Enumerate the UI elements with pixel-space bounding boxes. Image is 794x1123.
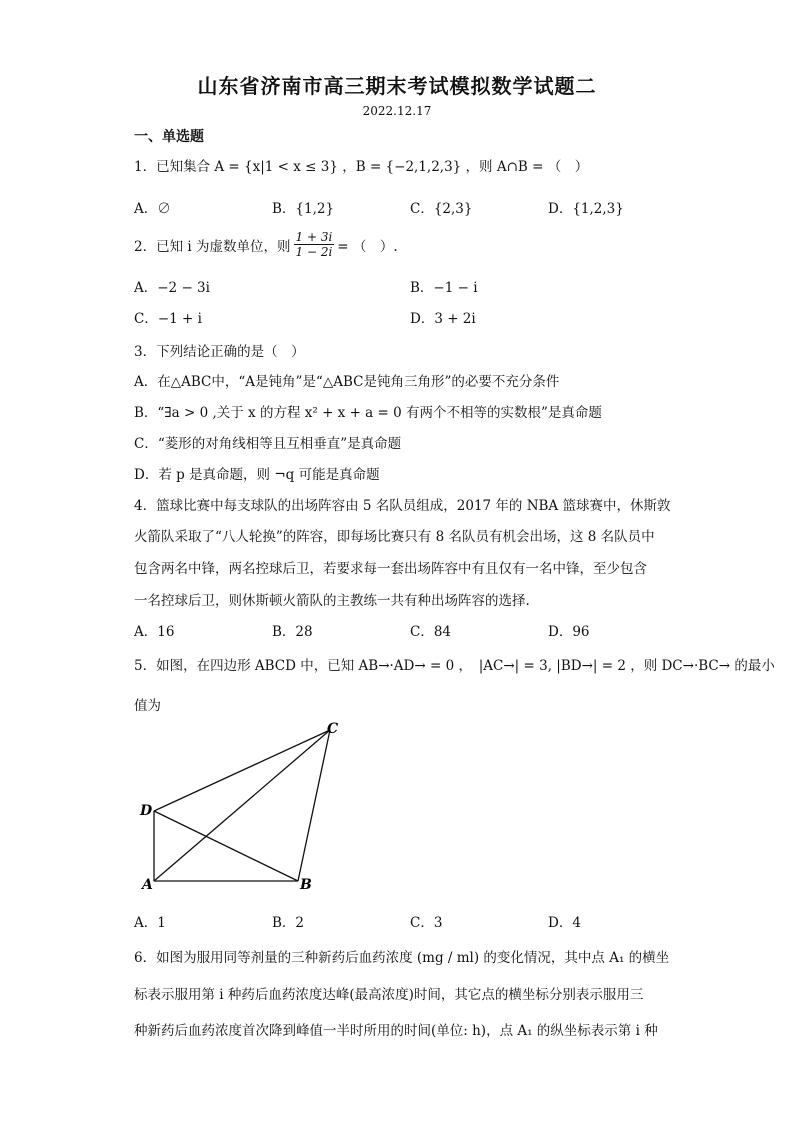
q4-option-d: D．96: [548, 624, 590, 640]
exam-date: 2022.12.17: [362, 104, 432, 118]
q4-line-3: 包含两名中锋，两名控球后卫，若要求每一套出场阵容中有且仅有一名中锋，至少包含: [134, 561, 647, 577]
q1-option-b: B．{1,2}: [272, 201, 335, 217]
label-d: D: [140, 803, 153, 819]
q5-line-2: 值为: [134, 698, 161, 714]
q3-option-d: D．若 p 是真命题，则 ¬q 可能是真命题: [134, 467, 380, 483]
q2-stem: [134, 230, 398, 259]
q5-line-1: 5．如图，在四边形 ABCD 中，已知 AB→·AD→ = 0 ， |AC→| = 3, |BD→| = 2 ，则 DC→·BC→ 的最小: [134, 658, 775, 674]
q2-option-b: B．−1 − i: [410, 280, 478, 296]
q1-option-d: D．{1,2,3}: [548, 201, 624, 217]
page-title: 山东省济南市高三期末考试模拟数学试题二: [197, 74, 597, 98]
label-a: A: [142, 877, 153, 893]
q4-line-1: 4．篮球比赛中每支球队的出场阵容由 5 名队员组成，2017 年的 NBA 篮球赛中，休斯敦: [134, 498, 671, 514]
q6-line-2: 标表示服用第 i 种药后血药浓度达峰(最高浓度)时间，其它点的横坐标分别表示服用三: [134, 987, 644, 1003]
q5-option-d: D．4: [548, 915, 581, 931]
edge-cd: [154, 730, 330, 811]
q1-option-c: C．{2,3}: [410, 201, 473, 217]
q5-option-b: B．2: [272, 915, 305, 931]
diagonal-bd: [154, 811, 298, 881]
q2-stem-suffix: = （ ）.: [337, 238, 398, 255]
q4-option-c: C．84: [410, 624, 452, 640]
q2-frac-numerator: 1 + 3i: [295, 230, 333, 244]
label-c: C: [327, 721, 339, 737]
q1-option-a: A．∅: [134, 201, 171, 217]
q5-option-a: A．1: [134, 915, 166, 931]
q3-option-c: C．“菱形的对角线相等且互相垂直”是真命题: [134, 436, 402, 452]
q4-option-b: B．28: [272, 624, 313, 640]
q2-option-d: D．3 + 2i: [410, 311, 476, 327]
q3-option-b: B．“∃a > 0 ,关于 x 的方程 x² + x + a = 0 有两个不相等的实数根”是真命题: [134, 405, 602, 421]
q2-frac-denominator: 1 − 2i: [295, 245, 333, 259]
q6-line-1: 6．如图为服用同等剂量的三种新药后血药浓度 (mg / ml) 的变化情况，其中点 A₁ 的横坐: [134, 950, 670, 966]
q2-option-a: A．−2 − 3i: [134, 280, 210, 296]
section-heading: 一、单选题: [134, 129, 204, 145]
q5-option-c: C．3: [410, 915, 443, 931]
q3-stem: 3．下列结论正确的是（ ）: [134, 344, 305, 360]
q2-fraction: [294, 230, 335, 259]
q2-option-c: C．−1 + i: [134, 311, 202, 327]
q3-option-a: A．在△ABC中，“A是钝角”是“△ABC是钝角三角形”的必要不充分条件: [134, 374, 560, 390]
diagonal-ac: [154, 730, 330, 881]
q4-line-2: 火箭队采取了“八人轮换”的阵容，即每场比赛只有 8 名队员有机会出场，这 8 名队员中: [134, 529, 655, 545]
label-b: B: [300, 877, 312, 893]
q6-line-3: 种新药后血药浓度首次降到峰值一半时所用的时间(单位: h)，点 A₁ 的纵坐标表示第 i 种: [134, 1023, 658, 1039]
quadrilateral-svg: [134, 718, 354, 893]
quadrilateral-figure: [134, 718, 354, 897]
q4-option-a: A．16: [134, 624, 175, 640]
q2-stem-prefix: 2．已知 i 为虚数单位，则: [134, 238, 291, 255]
q4-line-4: 一名控球后卫，则休斯顿火箭队的主教练一共有种出场阵容的选择.: [134, 593, 530, 609]
q1-stem: 1．已知集合 A = {x|1 < x ≤ 3} ，B = {−2,1,2,3} ，则 A∩B = （ ）: [134, 159, 589, 175]
